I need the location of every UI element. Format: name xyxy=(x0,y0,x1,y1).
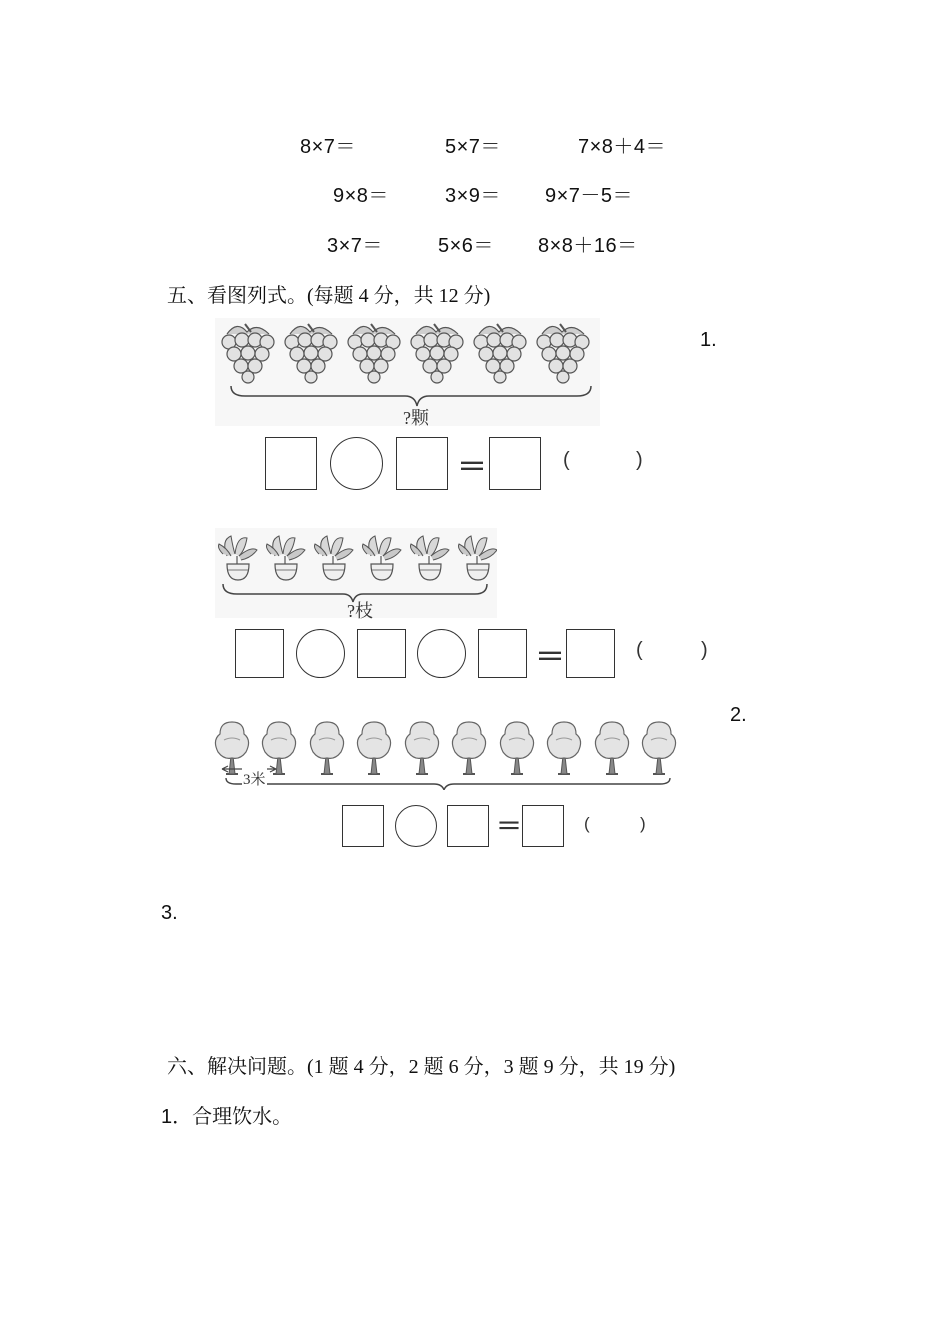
equation-1-2: 5×7＝ xyxy=(445,136,501,158)
question-3-number: 3. xyxy=(161,902,178,924)
operator-circle[interactable] xyxy=(296,629,345,678)
equation-1-1: 8×7＝ xyxy=(300,136,356,158)
unit-paren-open: ( xyxy=(563,449,570,471)
answer-box[interactable] xyxy=(522,805,564,847)
section6-question-1: 1．合理饮水。 xyxy=(161,1106,293,1128)
section5-heading: 五、看图列式。(每题 4 分，共 12 分) xyxy=(167,285,491,307)
question-1-number: 1. xyxy=(700,329,717,351)
unit-paren-open: ( xyxy=(636,639,643,661)
answer-box[interactable] xyxy=(357,629,406,678)
equation-3-2: 5×6＝ xyxy=(438,235,494,257)
question-2-number: 2. xyxy=(730,704,747,726)
equals-sign: ＝ xyxy=(535,641,565,674)
unit-paren-close: ) xyxy=(636,449,643,471)
equation-1-3: 7×8＋4＝ xyxy=(578,136,667,158)
equation-3-3: 8×8＋16＝ xyxy=(538,235,638,257)
operator-circle[interactable] xyxy=(330,437,383,490)
answer-box[interactable] xyxy=(447,805,489,847)
answer-box[interactable] xyxy=(478,629,527,678)
operator-circle[interactable] xyxy=(395,805,437,847)
equation-2-2: 3×9＝ xyxy=(445,185,501,207)
answer-box[interactable] xyxy=(396,437,448,490)
grapes-caption: ?颗 xyxy=(403,408,429,428)
operator-circle[interactable] xyxy=(417,629,466,678)
equation-2-1: 9×8＝ xyxy=(333,185,389,207)
flowers-caption: ?枝 xyxy=(347,601,373,621)
equation-3-1: 3×7＝ xyxy=(327,235,383,257)
equation-2-3: 9×7－5＝ xyxy=(545,185,634,207)
equals-sign: ＝ xyxy=(457,451,487,484)
answer-box[interactable] xyxy=(235,629,284,678)
unit-paren-close: ) xyxy=(701,639,708,661)
answer-box[interactable] xyxy=(265,437,317,490)
answer-box[interactable] xyxy=(489,437,541,490)
tree-distance-label: 3米 xyxy=(242,768,267,789)
unit-paren-open: ( xyxy=(584,814,590,833)
answer-box[interactable] xyxy=(566,629,615,678)
section6-heading: 六、解决问题。(1 题 4 分，2 题 6 分，3 题 9 分，共 19 分) xyxy=(167,1056,676,1078)
trees-picture xyxy=(212,718,677,790)
answer-box[interactable] xyxy=(342,805,384,847)
equals-sign: ＝ xyxy=(496,811,523,841)
unit-paren-close: ) xyxy=(640,814,646,833)
